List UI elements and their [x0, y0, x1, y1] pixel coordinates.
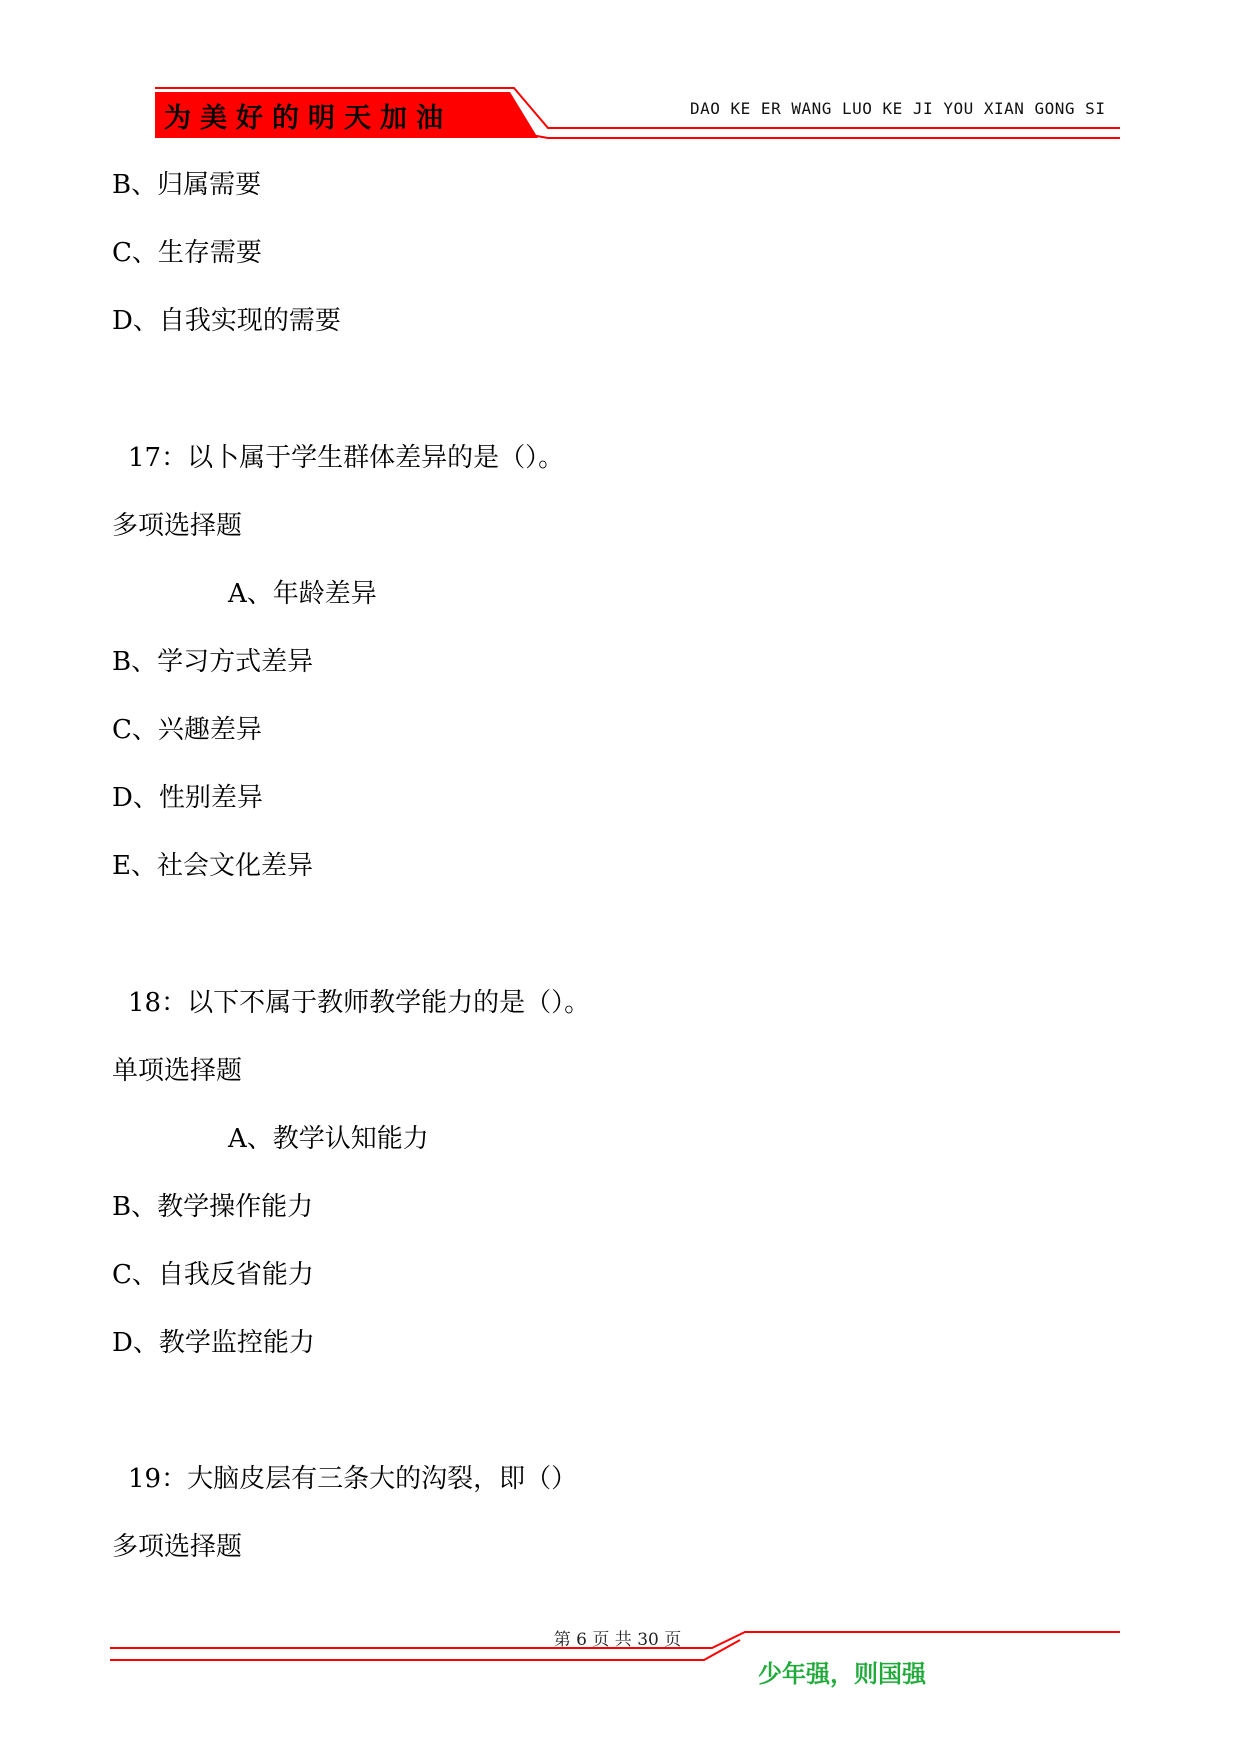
header-banner-text: 为美好的明天加油: [164, 103, 452, 134]
q18-option-c: C、自我反省能力: [112, 1260, 314, 1290]
q16-option-b: B、归属需要: [112, 170, 262, 200]
q18-question: 18：以下不属于教师教学能力的是（）。: [128, 988, 591, 1018]
q18-type: 单项选择题: [112, 1056, 243, 1086]
q19-type: 多项选择题: [112, 1532, 243, 1562]
q18-option-d: D、教学监控能力: [112, 1328, 315, 1358]
q17-question: 17：以卜属于学生群体差异的是（）。: [128, 443, 565, 473]
q16-option-d: D、自我实现的需要: [112, 306, 341, 336]
header-company-text: DAO KE ER WANG LUO KE JI YOU XIAN GONG SI: [690, 99, 1106, 118]
footer-slogan: 少年强，则国强: [758, 1660, 926, 1688]
q18-option-a: A、教学认知能力: [228, 1124, 429, 1154]
q17-option-c: C、兴趣差异: [112, 715, 262, 745]
q17-type: 多项选择题: [112, 511, 243, 541]
q19-question: 19：大脑皮层有三条大的沟裂，即（）: [128, 1464, 578, 1494]
q17-option-d: D、性别差异: [112, 783, 263, 813]
q17-option-b: B、学习方式差异: [112, 647, 314, 677]
header-rule-bottom: [520, 133, 1120, 138]
page-number: 第 6 页 共 30 页: [553, 1630, 682, 1650]
q17-option-e: E、社会文化差异: [112, 851, 313, 881]
q18-option-b: B、教学操作能力: [112, 1192, 314, 1222]
q16-option-c: C、生存需要: [112, 238, 262, 268]
q17-option-a: A、年龄差异: [228, 579, 377, 609]
